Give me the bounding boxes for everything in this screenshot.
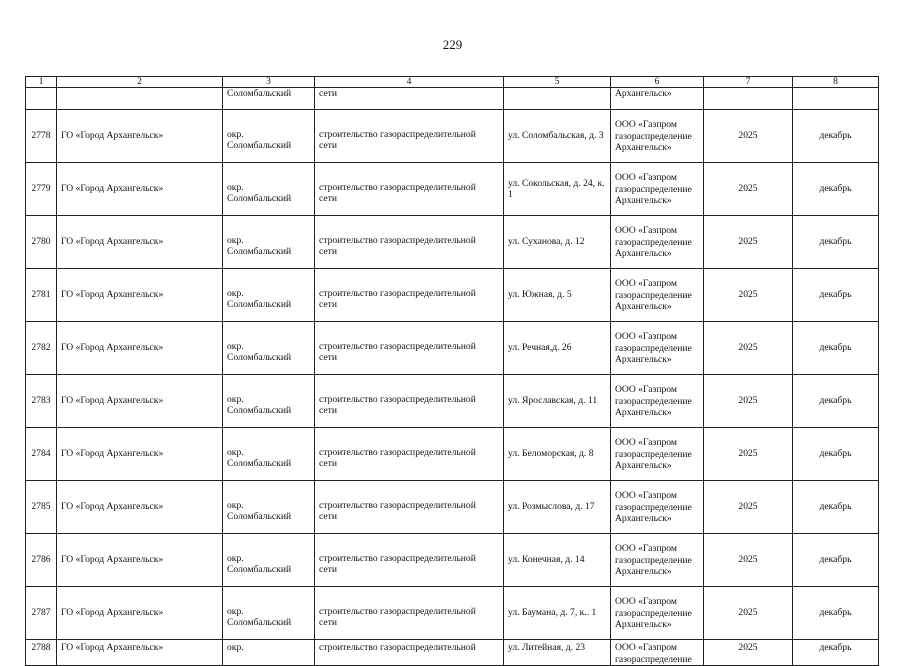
organization-line: ООО «Газпром: [615, 225, 677, 237]
organization-line: Архангельск»: [615, 301, 672, 313]
cell-district: [223, 110, 315, 163]
district-line: Соломбальский: [227, 193, 292, 204]
district-line: окр.: [227, 499, 244, 511]
cell-organization: Архангельск»: [611, 88, 704, 110]
organization-line: Архангельск»: [615, 142, 672, 154]
page-number: 229: [442, 37, 463, 52]
cell-municipality: ГО «Город Архангельск»: [57, 163, 223, 216]
cell-municipality: [57, 88, 223, 110]
organization-line: газораспределение: [615, 653, 692, 665]
organization-line: ООО «Газпром: [615, 384, 677, 396]
cell-address: ул. Конечная, д. 14: [504, 534, 611, 587]
cell-address: ул. Соломбальская, д. 3: [504, 110, 611, 163]
cell-organization: [611, 481, 704, 534]
cell-number: 2784: [26, 428, 57, 481]
district-line: окр.: [227, 234, 244, 246]
cell-number: 2788: [26, 640, 57, 666]
cell-work: [315, 587, 504, 640]
district-line: Соломбальский: [227, 458, 292, 469]
cell-month: декабрь: [793, 375, 879, 428]
column-header: 7: [704, 77, 793, 88]
organization-line: газораспределение: [615, 554, 692, 566]
cell-year: 2025: [704, 640, 793, 666]
cell-municipality: ГО «Город Архангельск»: [57, 640, 223, 666]
district-line: Соломбальский: [227, 617, 292, 628]
cell-district: [223, 534, 315, 587]
cell-organization: [611, 587, 704, 640]
organization-line: Архангельск»: [615, 513, 672, 525]
work-line: сети: [319, 140, 337, 151]
cell-district: [223, 428, 315, 481]
work-line: строительство газораспределительной: [319, 605, 476, 617]
work-line: строительство газораспределительной: [319, 393, 476, 405]
cell-month: декабрь: [793, 216, 879, 269]
organization-line: газораспределение: [615, 342, 692, 354]
work-line: сети: [319, 299, 337, 310]
organization-line: Архангельск»: [615, 354, 672, 366]
cell-month: декабрь: [793, 428, 879, 481]
column-header: 1: [26, 77, 57, 88]
organization-line: газораспределение: [615, 395, 692, 407]
cell-municipality: ГО «Город Архангельск»: [57, 269, 223, 322]
cell-address: ул. Речная,д. 26: [504, 322, 611, 375]
work-line: строительство газораспределительной: [319, 234, 476, 246]
district-line: Соломбальский: [227, 246, 292, 257]
cell-number: [26, 88, 57, 110]
cell-number: 2783: [26, 375, 57, 428]
work-line: строительство газораспределительной: [319, 499, 476, 511]
cell-month: декабрь: [793, 269, 879, 322]
organization-line: ООО «Газпром: [615, 437, 677, 449]
column-header: 3: [223, 77, 315, 88]
cell-year: 2025: [704, 322, 793, 375]
cell-district: окр.: [223, 640, 315, 666]
cell-year: 2025: [704, 110, 793, 163]
cell-month: декабрь: [793, 640, 879, 666]
cell-month: декабрь: [793, 110, 879, 163]
table-row: [26, 534, 879, 587]
work-line: сети: [319, 405, 337, 416]
organization-line: ООО «Газпром: [615, 543, 677, 555]
cell-work: сети: [315, 88, 504, 110]
cell-address: [504, 88, 611, 110]
work-line: строительство газораспределительной: [319, 181, 476, 193]
cell-district: [223, 481, 315, 534]
district-line: окр.: [227, 181, 244, 193]
cell-year: 2025: [704, 428, 793, 481]
work-line: сети: [319, 511, 337, 522]
organization-line: Архангельск»: [615, 566, 672, 578]
cell-address: ул. Беломорская, д. 8: [504, 428, 611, 481]
cell-organization: [611, 428, 704, 481]
gas-network-table: [25, 76, 879, 666]
table-row: [26, 322, 879, 375]
table-row: [26, 428, 879, 481]
table-row: [26, 587, 879, 640]
cell-number: 2779: [26, 163, 57, 216]
organization-line: газораспределение: [615, 501, 692, 513]
cell-address: ул. Суханова, д. 12: [504, 216, 611, 269]
organization-line: Архангельск»: [615, 619, 672, 631]
cell-year: 2025: [704, 163, 793, 216]
cell-organization: [611, 269, 704, 322]
work-line: сети: [319, 564, 337, 575]
district-line: Соломбальский: [227, 511, 292, 522]
organization-line: газораспределение: [615, 183, 692, 195]
cell-work: [315, 428, 504, 481]
district-line: Соломбальский: [227, 140, 292, 151]
table-row: [26, 375, 879, 428]
cell-work: [315, 110, 504, 163]
cell-work: [315, 322, 504, 375]
cell-number: 2778: [26, 110, 57, 163]
district-line: окр.: [227, 340, 244, 352]
table-row: [26, 269, 879, 322]
cell-work: [315, 481, 504, 534]
cell-municipality: ГО «Город Архангельск»: [57, 322, 223, 375]
cell-district: [223, 587, 315, 640]
cell-year: 2025: [704, 216, 793, 269]
cell-organization: [611, 216, 704, 269]
district-line: окр.: [227, 287, 244, 299]
cell-organization: [611, 322, 704, 375]
work-line: строительство газораспределительной: [319, 446, 476, 458]
work-line: сети: [319, 458, 337, 469]
cell-municipality: ГО «Город Архангельск»: [57, 587, 223, 640]
cell-work: [315, 163, 504, 216]
cell-district: [223, 216, 315, 269]
district-line: окр.: [227, 552, 244, 564]
cell-address: ул. Баумана, д. 7, к.. 1: [504, 587, 611, 640]
table-row: [26, 640, 879, 666]
cell-number: 2785: [26, 481, 57, 534]
cell-month: декабрь: [793, 587, 879, 640]
cell-year: 2025: [704, 534, 793, 587]
column-header: 4: [315, 77, 504, 88]
cell-number: 2780: [26, 216, 57, 269]
cell-month: декабрь: [793, 481, 879, 534]
cell-organization: [611, 640, 704, 666]
organization-line: ООО «Газпром: [615, 490, 677, 502]
work-line: сети: [319, 352, 337, 363]
district-line: Соломбальский: [227, 564, 292, 575]
work-line: строительство газораспределительной: [319, 128, 476, 140]
organization-line: Архангельск»: [615, 195, 672, 207]
cell-municipality: ГО «Город Архангельск»: [57, 375, 223, 428]
organization-line: ООО «Газпром: [615, 119, 677, 131]
district-line: окр.: [227, 605, 244, 617]
cell-municipality: ГО «Город Архангельск»: [57, 481, 223, 534]
organization-line: ООО «Газпром: [615, 331, 677, 343]
table-row: [26, 163, 879, 216]
cell-number: 2782: [26, 322, 57, 375]
cell-address: ул. Южная, д. 5: [504, 269, 611, 322]
work-line: сети: [319, 193, 337, 204]
cell-district: [223, 269, 315, 322]
table-row: [26, 481, 879, 534]
cell-municipality: ГО «Город Архангельск»: [57, 216, 223, 269]
organization-line: газораспределение: [615, 607, 692, 619]
district-line: Соломбальский: [227, 299, 292, 310]
cell-address: ул. Розмыслова, д. 17: [504, 481, 611, 534]
cell-number: 2786: [26, 534, 57, 587]
organization-line: газораспределение: [615, 289, 692, 301]
cell-organization: [611, 534, 704, 587]
column-header: 5: [504, 77, 611, 88]
work-line: строительство газораспределительной: [319, 340, 476, 352]
work-line: сети: [319, 617, 337, 628]
cell-month: [793, 88, 879, 110]
cell-organization: [611, 375, 704, 428]
column-header: 2: [57, 77, 223, 88]
cell-year: 2025: [704, 587, 793, 640]
organization-line: газораспределение: [615, 236, 692, 248]
cell-address: ул. Литейная, д. 23: [504, 640, 611, 666]
table-row: [26, 110, 879, 163]
cell-municipality: ГО «Город Архангельск»: [57, 534, 223, 587]
organization-line: Архангельск»: [615, 248, 672, 260]
work-line: строительство газораспределительной: [319, 287, 476, 299]
cell-month: декабрь: [793, 534, 879, 587]
cell-work: [315, 269, 504, 322]
cell-year: 2025: [704, 481, 793, 534]
organization-line: ООО «Газпром: [615, 172, 677, 184]
cell-work: [315, 375, 504, 428]
cell-year: 2025: [704, 269, 793, 322]
cell-organization: [611, 163, 704, 216]
table-row: [26, 216, 879, 269]
cell-municipality: ГО «Город Архангельск»: [57, 428, 223, 481]
cell-district: [223, 322, 315, 375]
continuation-row: [26, 88, 879, 110]
cell-work: строительство газораспределительной: [315, 640, 504, 666]
district-line: Соломбальский: [227, 352, 292, 363]
district-line: окр.: [227, 446, 244, 458]
work-line: строительство газораспределительной: [319, 552, 476, 564]
cell-year: [704, 88, 793, 110]
column-number-header: [26, 77, 879, 88]
work-line: сети: [319, 246, 337, 257]
cell-address: ул. Ярославская, д. 11: [504, 375, 611, 428]
organization-line: Архангельск»: [615, 460, 672, 472]
organization-line: газораспределение: [615, 130, 692, 142]
column-header: 6: [611, 77, 704, 88]
cell-month: декабрь: [793, 322, 879, 375]
cell-address: ул. Сокольская, д. 24, к. 1: [504, 163, 611, 216]
cell-work: [315, 534, 504, 587]
organization-line: Архангельск»: [615, 407, 672, 419]
column-header: 8: [793, 77, 879, 88]
organization-line: ООО «Газпром: [615, 642, 677, 653]
district-line: окр.: [227, 393, 244, 405]
cell-district: [223, 163, 315, 216]
cell-municipality: ГО «Город Архангельск»: [57, 110, 223, 163]
cell-district: Соломбальский: [223, 88, 315, 110]
district-line: окр.: [227, 128, 244, 140]
cell-number: 2781: [26, 269, 57, 322]
cell-year: 2025: [704, 375, 793, 428]
cell-work: [315, 216, 504, 269]
organization-line: ООО «Газпром: [615, 278, 677, 290]
cell-month: декабрь: [793, 163, 879, 216]
cell-district: [223, 375, 315, 428]
organization-line: ООО «Газпром: [615, 596, 677, 608]
district-line: Соломбальский: [227, 405, 292, 416]
cell-number: 2787: [26, 587, 57, 640]
cell-organization: [611, 110, 704, 163]
organization-line: газораспределение: [615, 448, 692, 460]
